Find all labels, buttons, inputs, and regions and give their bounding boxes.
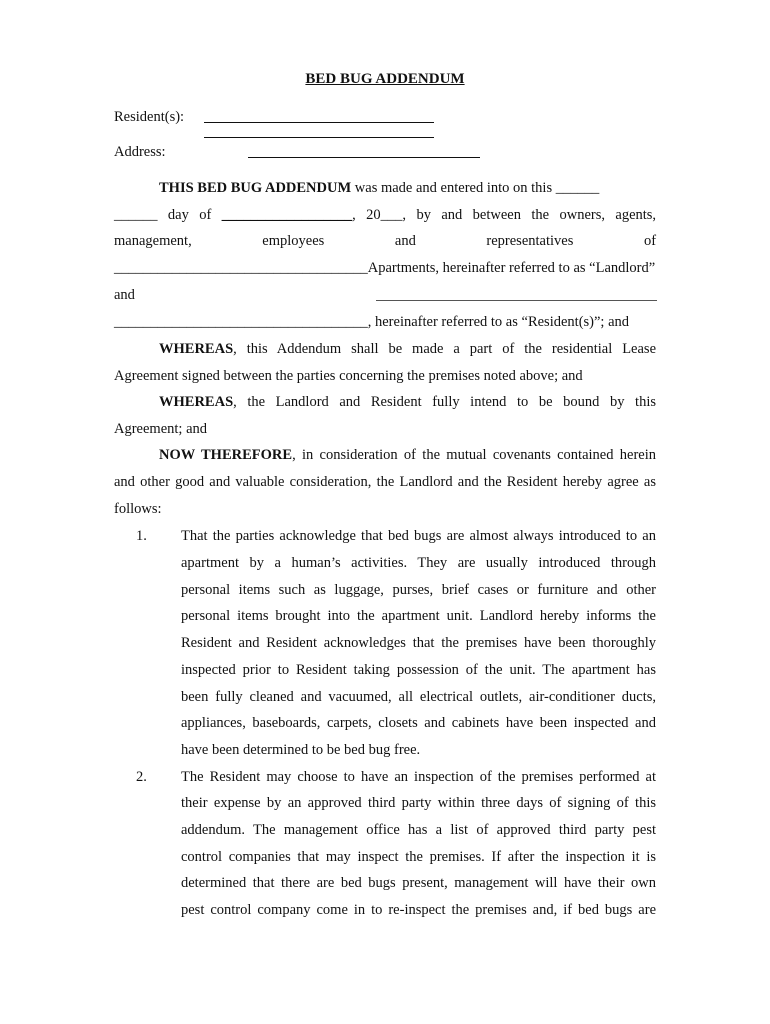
item-2-line-6: pest control company come in to re-inspect the premises and, if bed bugs are [181,902,656,918]
residents-label: Resident(s): [114,109,185,125]
intro-line-4: ___________________________________Apartments, hereinafter referred to as “Landlord” [114,260,656,276]
residents-line-2[interactable] [204,137,434,138]
item-1-line-4: personal items brought into the apartment unit. Landlord hereby informs the [181,608,656,624]
item-1-line-9: have been determined to be bed bug free. [181,742,421,758]
residents-line-1[interactable] [204,122,434,123]
item-2-line-1: The Resident may choose to have an inspection of the premises performed at [181,769,656,785]
item-1-line-1: That the parties acknowledge that bed bugs are almost always introduced to an [181,528,656,544]
item-1-line-3: personal items such as luggage, purses, brief cases or furniture and other [181,582,656,598]
now-therefore-line-1: NOW THEREFORE, in consideration of the mutual covenants contained herein [159,447,656,463]
whereas1-line-1: WHEREAS, this Addendum shall be made a part of the residential Lease [159,341,656,357]
whereas2-line-2: Agreement; and [114,421,208,437]
address-line[interactable] [248,157,480,158]
item-2-number: 2. [136,769,147,785]
item-2-line-5: determined that there are bed bugs present, management will have their own [181,875,656,891]
document-title: BED BUG ADDENDUM [305,71,465,87]
intro-line-3: management, employees and representatives of [114,233,657,249]
item-1-line-8: appliances, baseboards, carpets, closets and cabinets have been inspected and [181,715,656,731]
intro-line-1: THIS BED BUG ADDENDUM was made and entered into on this ______ [159,180,600,196]
item-1-line-5: Resident and Resident acknowledges that the premises have been thoroughly [181,635,656,651]
item-2-line-2: their expense by an approved third party within three days of signing of this [181,795,656,811]
whereas1-line-2: Agreement signed between the parties concerning the premises noted above; and [114,368,583,384]
intro-line-5: and [114,287,135,303]
item-2-line-4: control companies that may inspect the premises. If after the inspection it is [181,849,656,865]
item-1-line-7: been fully cleaned and vacuumed, all electrical outlets, air-conditioner ducts, [181,689,656,705]
intro-line-6: ___________________________________, hereinafter referred to as “Resident(s)”; and [114,314,630,330]
item-1-number: 1. [136,528,147,544]
address-label: Address: [114,144,166,160]
now-therefore-line-2: and other good and valuable consideration, the Landlord and the Resident hereby agree as [114,474,656,490]
whereas2-line-1: WHEREAS, the Landlord and Resident fully intend to be bound by this [159,394,656,410]
resident-name-line[interactable] [376,300,657,301]
item-1-line-2: apartment by a human’s activities. They are usually introduced through [181,555,656,571]
item-1-line-6: inspected prior to Resident taking possession of the unit. The apartment has [181,662,656,678]
intro-line-2: ______ day of __________________, 20___, by and between the owners, agents, [114,207,657,223]
item-2-line-3: addendum. The management office has a list of approved third party pest [181,822,656,838]
now-therefore-line-3: follows: [114,501,162,517]
